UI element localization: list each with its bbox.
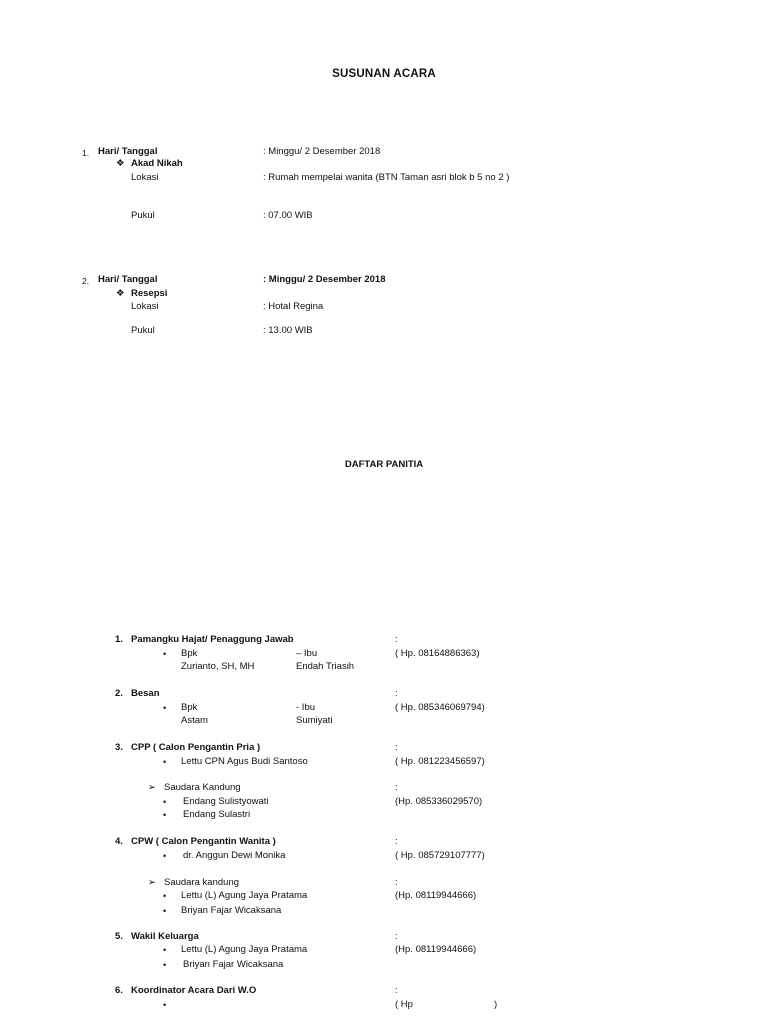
panitia-3-sibling-1: Endang Sulistyowati	[183, 796, 269, 807]
dot-bullet-icon: •	[163, 945, 167, 955]
panitia-2-colon: :	[395, 688, 398, 699]
panitia-6-label: Koordinator Acara Dari W.O	[131, 985, 257, 996]
panitia-5-label: Wakil Keluarga	[131, 931, 199, 942]
panitia-1-bpk-name: Zurianto, SH, MH	[181, 661, 255, 672]
diamond-bullet-icon: ❖	[116, 158, 125, 169]
panitia-2-bpk-name: Astam	[181, 715, 208, 726]
acara-2-jenis: Resepsi	[131, 288, 168, 299]
panitia-2-ibu: - Ibu	[296, 702, 316, 713]
dot-bullet-icon: •	[163, 851, 167, 861]
panitia-6-hp-close: )	[494, 999, 498, 1010]
panitia-3-member: Lettu CPN Agus Budi Santoso	[181, 756, 308, 767]
dot-bullet-icon: •	[163, 757, 167, 767]
acara-1-pukul-value: : 07.00 WIB	[263, 210, 313, 221]
panitia-6-colon: :	[395, 985, 398, 996]
panitia-4-sibling-1-hp: (Hp. 08119944666)	[395, 890, 477, 901]
panitia-4-sub-label: Saudara kandung	[164, 877, 240, 888]
dot-bullet-icon: •	[163, 1000, 167, 1010]
acara-2-number: 2.	[82, 276, 90, 286]
acara-1-number: 1.	[82, 148, 90, 158]
panitia-2-hp: ( Hp. 085346069794)	[395, 702, 485, 713]
panitia-4-member: dr. Anggun Dewi Monika	[183, 850, 286, 861]
panitia-1-ibu: – Ibu	[296, 648, 318, 659]
dot-bullet-icon: •	[163, 891, 167, 901]
panitia-3-label: CPP ( Calon Pengantin Pria )	[131, 742, 261, 753]
dot-bullet-icon: •	[163, 797, 167, 807]
panitia-3-number: 3.	[115, 742, 123, 753]
panitia-3-hp: ( Hp. 081223456597)	[395, 756, 485, 767]
panitia-5-member-2: Briyan Fajar Wicaksana	[183, 959, 284, 970]
panitia-4-sibling-2: Briyan Fajar Wicaksana	[181, 905, 282, 916]
panitia-4-hp: ( Hp. 085729107777)	[395, 850, 485, 861]
panitia-1-hp: ( Hp. 08164886363)	[395, 648, 480, 659]
acara-2-pukul-value: : 13.00 WIB	[263, 325, 313, 336]
acara-2-hari-value: : Minggu/ 2 Desember 2018	[263, 274, 386, 285]
panitia-6-number: 6.	[115, 985, 123, 996]
panitia-2-number: 2.	[115, 688, 123, 699]
acara-2-hari-label: Hari/ Tanggal	[98, 274, 158, 285]
panitia-1-ibu-name: Endah Triasih	[296, 661, 355, 672]
panitia-4-label: CPW ( Calon Pengantin Wanita )	[131, 836, 276, 847]
panitia-6-hp: ( Hp	[395, 999, 413, 1010]
dot-bullet-icon: •	[163, 906, 167, 916]
acara-2-pukul-label: Pukul	[131, 325, 155, 336]
panitia-4-sub-colon: :	[395, 877, 398, 888]
panitia-5-number: 5.	[115, 931, 123, 942]
dot-bullet-icon: •	[163, 810, 167, 820]
dot-bullet-icon: •	[163, 703, 167, 713]
panitia-5-member-1: Lettu (L) Agung Jaya Pratama	[181, 944, 308, 955]
acara-1-jenis: Akad Nikah	[131, 158, 183, 169]
panitia-2-bpk: Bpk	[181, 702, 198, 713]
panitia-1-colon: :	[395, 634, 398, 645]
panitia-4-colon: :	[395, 836, 398, 847]
arrow-bullet-icon: ➢	[148, 782, 156, 793]
acara-1-hari-label: Hari/ Tanggal	[98, 146, 158, 157]
acara-1-lokasi-value: : Rumah mempelai wanita (BTN Taman asri blok b 5 no 2 )	[263, 172, 510, 183]
acara-1-lokasi-label: Lokasi	[131, 172, 159, 183]
panitia-3-sub-label: Saudara Kandung	[164, 782, 241, 793]
page-title: SUSUNAN ACARA	[332, 68, 436, 80]
panitia-2-ibu-name: Sumiyati	[296, 715, 333, 726]
dot-bullet-icon: •	[163, 649, 167, 659]
panitia-4-sibling-1: Lettu (L) Agung Jaya Pratama	[181, 890, 308, 901]
panitia-3-sibling-1-hp: (Hp. 085336029570)	[395, 796, 483, 807]
dot-bullet-icon: •	[163, 960, 167, 970]
panitia-5-hp: (Hp. 08119944666)	[395, 944, 477, 955]
panitia-1-label: Pamangku Hajat/ Penaggung Jawab	[131, 634, 294, 645]
acara-2-lokasi-label: Lokasi	[131, 301, 159, 312]
acara-1-hari-value: : Minggu/ 2 Desember 2018	[263, 146, 381, 157]
panitia-1-number: 1.	[115, 634, 123, 645]
panitia-3-colon: :	[395, 742, 398, 753]
diamond-bullet-icon: ❖	[116, 288, 125, 299]
panitia-title: DAFTAR PANITIA	[344, 459, 424, 470]
panitia-4-number: 4.	[115, 836, 123, 847]
panitia-3-sibling-2: Endang Sulastri	[183, 809, 251, 820]
arrow-bullet-icon: ➢	[148, 877, 156, 888]
acara-1-pukul-label: Pukul	[131, 210, 155, 221]
panitia-3-sub-colon: :	[395, 782, 398, 793]
panitia-2-label: Besan	[131, 688, 160, 699]
acara-2-lokasi-value: : Hotal Regina	[263, 301, 324, 312]
panitia-1-bpk: Bpk	[181, 648, 198, 659]
panitia-5-colon: :	[395, 931, 398, 942]
